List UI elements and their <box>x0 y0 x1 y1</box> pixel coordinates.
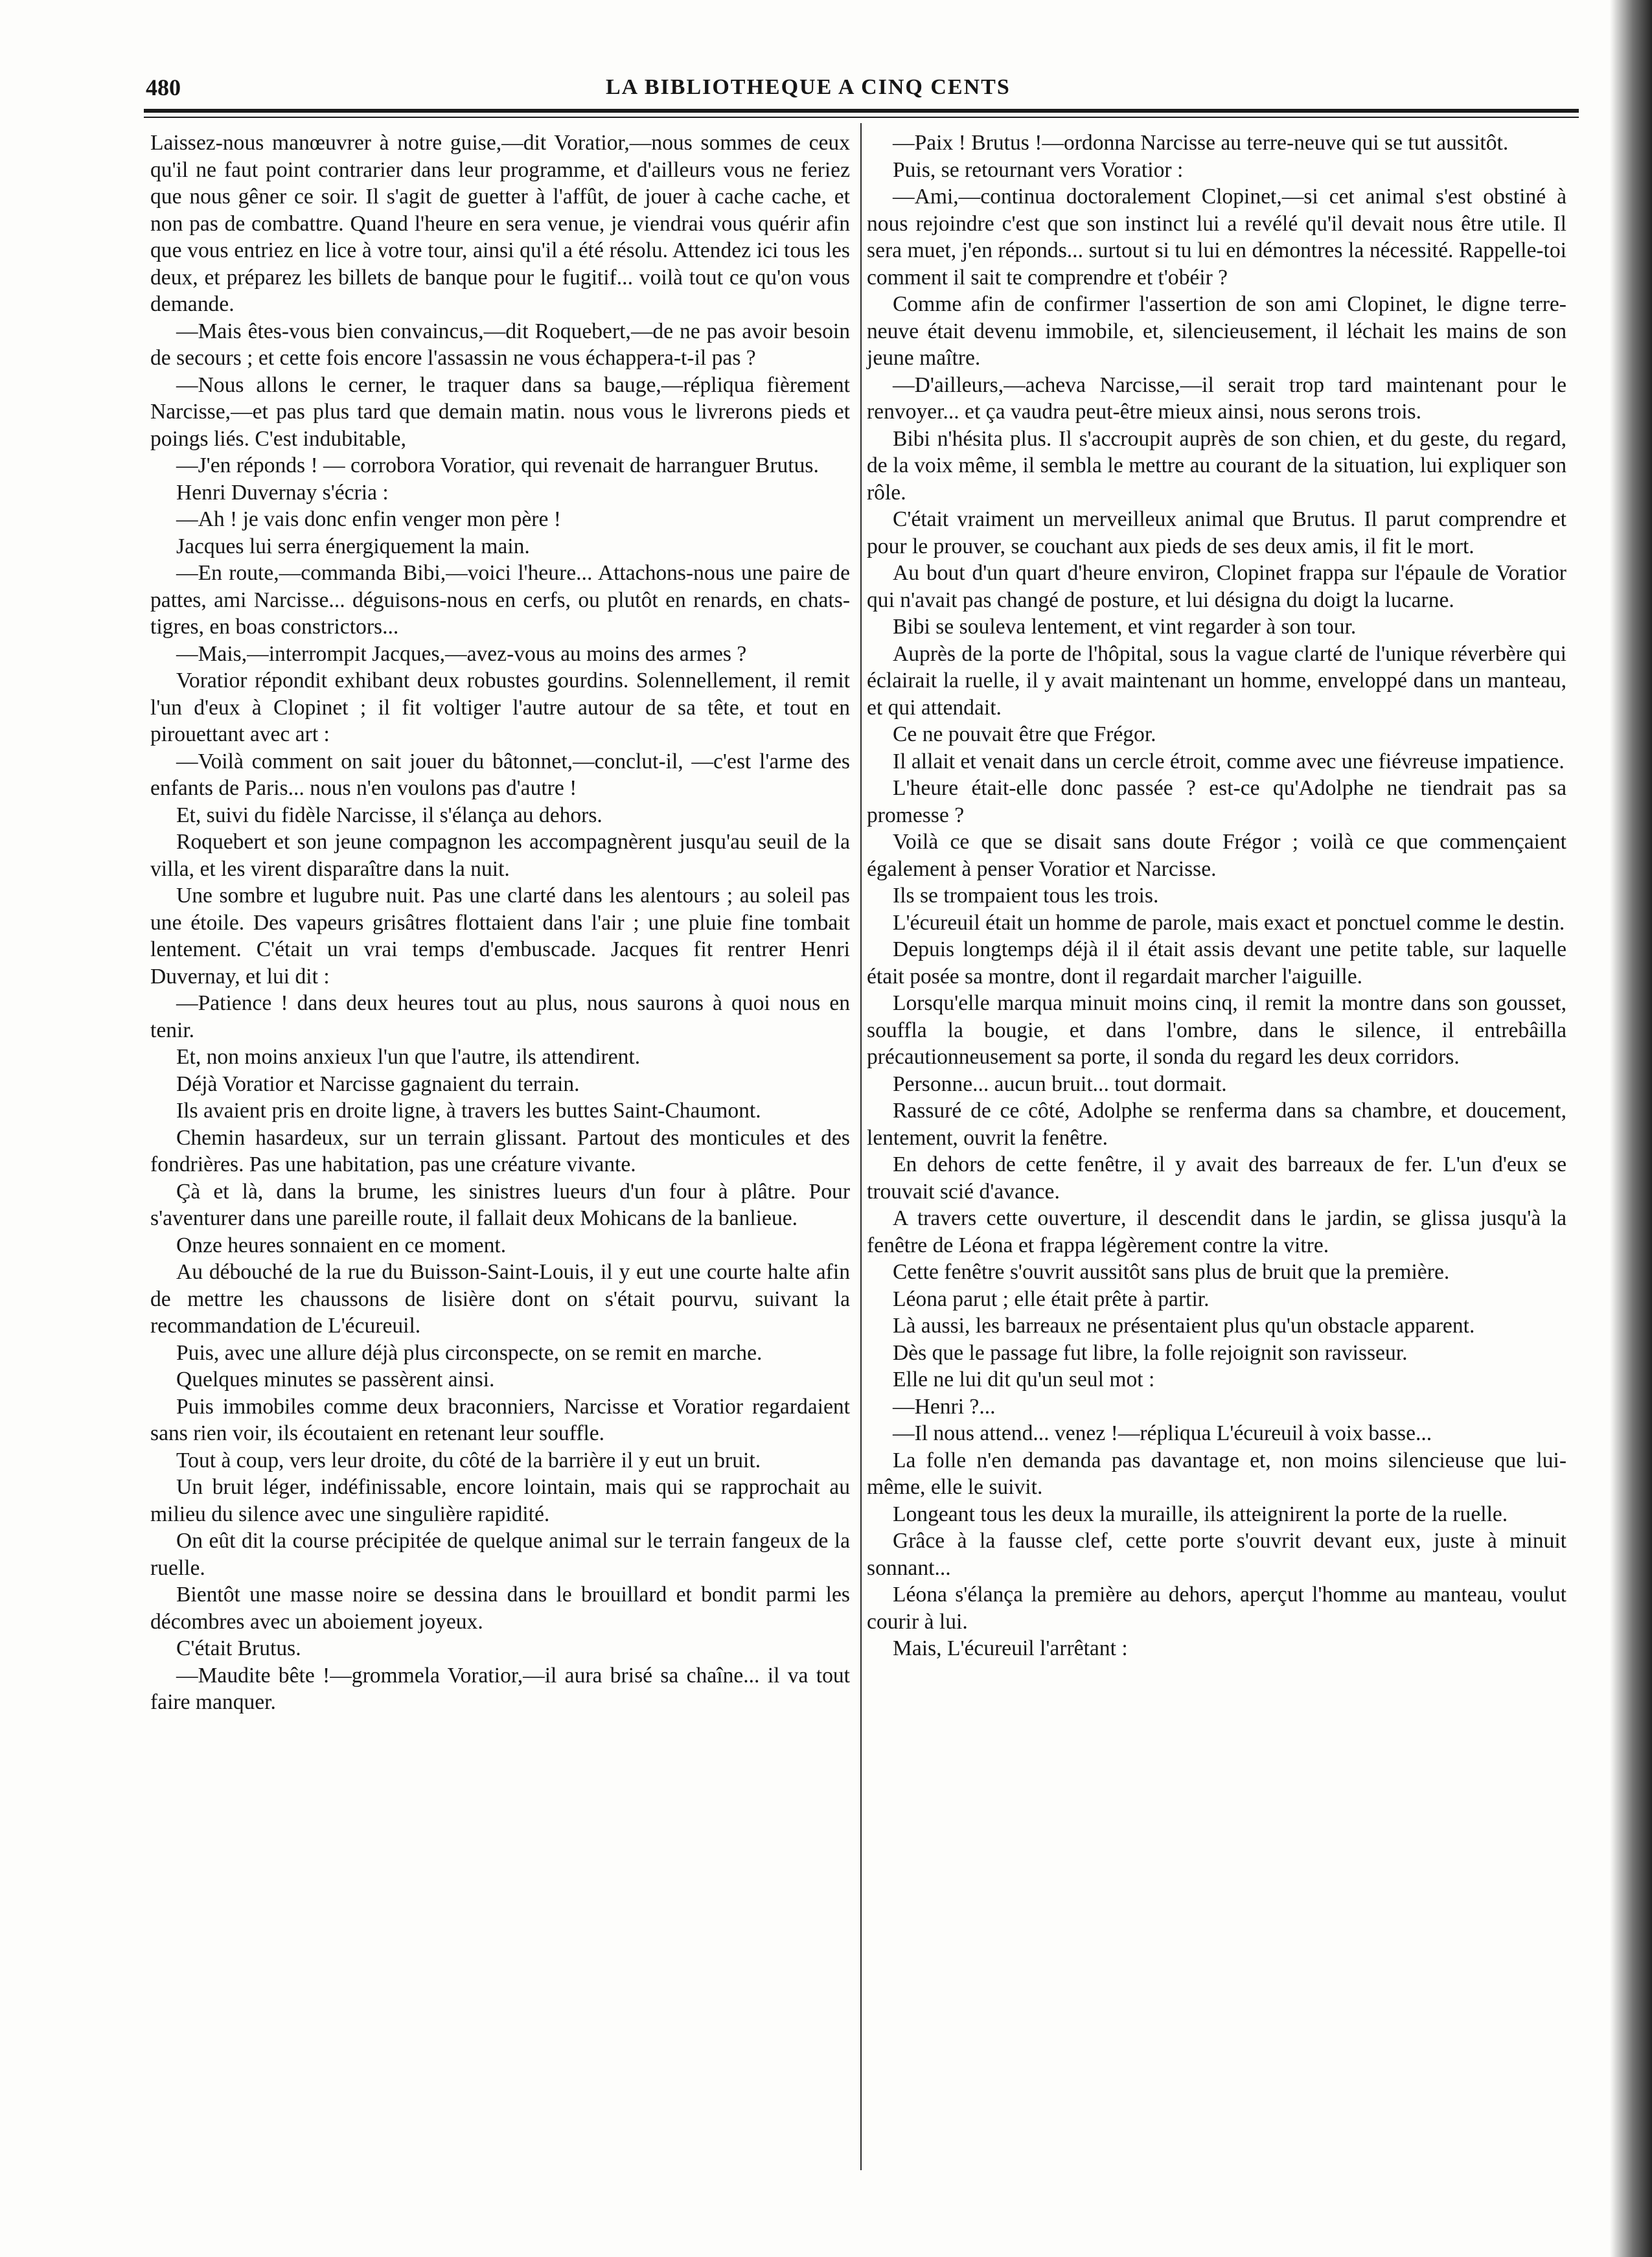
paragraph: —Voilà comment on sait jouer du bâtonnet,—conclut-il, —c'est l'arme des enfants de Paris... nous n'en voulons pas d'autre ! <box>150 749 850 800</box>
paragraph: Bientôt une masse noire se dessina dans le brouillard et bondit parmi les décombres avec un aboiement joyeux. <box>150 1583 850 1634</box>
paragraph: Au débouché de la rue du Buisson-Saint-Louis, il y eut une courte halte afin de mettre les chaussons de lisière dont on s'était pourvu, suivant la recommandation de L'écureuil. <box>150 1260 850 1338</box>
paragraph: Déjà Voratior et Narcisse gagnaient du terrain. <box>176 1071 580 1096</box>
paragraph: —Il nous attend... venez !—répliqua L'écureuil à voix basse... <box>893 1421 1432 1445</box>
paragraph: Grâce à la fausse clef, cette porte s'ouvrit devant eux, juste à minuit sonnant... <box>867 1529 1566 1580</box>
paragraph: Comme afin de confirmer l'assertion de son ami Clopinet, le digne terre-neuve était devenu immobile, et, silencieusement, il léchait les mains de son jeune maître. <box>867 292 1566 370</box>
paragraph: L'écureuil était un homme de parole, mais exact et ponctuel comme le destin. <box>893 910 1565 935</box>
paragraph: —Nous allons le cerner, le traquer dans sa bauge,—répliqua fièrement Narcisse,—et pas plus tard que demain matin. nous vous le livrerons pieds et poings liés. C'est indubitable, <box>150 372 850 451</box>
paragraph: Léona s'élança la première au dehors, aperçut l'homme au manteau, voulut courir à lui. <box>867 1583 1566 1634</box>
paragraph: L'heure était-elle donc passée ? est-ce qu'Adolphe ne tiendrait pas sa promesse ? <box>867 776 1566 827</box>
paragraph: Puis immobiles comme deux braconniers, Narcisse et Voratior regardaient sans rien voir, ils écoutaient en retenant leur souffle. <box>150 1394 850 1445</box>
paragraph: Dès que le passage fut libre, la folle rejoignit son ravisseur. <box>893 1340 1408 1365</box>
paragraph: Longeant tous les deux la muraille, ils atteignirent la porte de la ruelle. <box>893 1502 1508 1526</box>
paragraph: —Mais,—interrompit Jacques,—avez-vous au moins des armes ? <box>176 641 747 666</box>
paragraph: Quelques minutes se passèrent ainsi. <box>176 1368 495 1392</box>
paragraph: Et, suivi du fidèle Narcisse, il s'élança au dehors. <box>176 803 602 827</box>
header-rule-thin <box>144 117 1579 118</box>
paragraph: Tout à coup, vers leur droite, du côté de la barrière il y eut un bruit. <box>176 1448 761 1472</box>
paragraph: Puis, avec une allure déjà plus circonspecte, on se remit en marche. <box>176 1340 763 1365</box>
page-header <box>146 70 1577 105</box>
paragraph: Auprès de la porte de l'hôpital, sous la vague clarté de l'unique réverbère qui éclairait la ruelle, il y avait maintenant un homme, enveloppé dans un manteau, et qui attendait. <box>867 641 1566 720</box>
paragraph: Cette fenêtre s'ouvrit aussitôt sans plus de bruit que la première. <box>893 1260 1450 1284</box>
paragraph: Une sombre et lugubre nuit. Pas une clarté dans les alentours ; au soleil pas une étoile. Des vapeurs grisâtres flottaient dans l'air ; une pluie fine tombait lentement. C'était un vrai temps d'embuscade. Jacques fit rentrer Henri Duvernay, et lui dit : <box>150 884 850 989</box>
paragraph: —Paix ! Brutus !—ordonna Narcisse au terre-neuve qui se tut aussitôt. <box>893 131 1509 155</box>
paragraph: —Ah ! je vais donc enfin venger mon père ! <box>176 507 561 531</box>
paragraph: —J'en réponds ! — corrobora Voratior, qui revenait de harranguer Brutus. <box>176 453 819 477</box>
page-edge-shadow <box>1610 0 1652 2257</box>
paragraph: Voratior répondit exhibant deux robustes gourdins. Solennellement, il remit l'un d'eux à Clopinet ; il fit voltiger l'autre autour de sa tête, et tout en pirouettant avec art : <box>150 669 850 746</box>
paragraph: —Ami,—continua doctoralement Clopinet,—si cet animal s'est obstiné à nous rejoindre c'est que son instinct lui a revélé qu'il devait nous être utile. Il sera muet, j'en réponds... surtout si tu lui en démontres la nécessité. Rappelle-toi comment il sait te comprendre et t'obéir ? <box>867 185 1566 290</box>
paragraph: On eût dit la course précipitée de quelque animal sur le terrain fangeux de la ruelle. <box>150 1529 850 1580</box>
paragraph: Chemin hasardeux, sur un terrain glissant. Partout des monticules et des fondrières. Pas une habitation, pas une créature vivante. <box>150 1125 850 1176</box>
header-rule-thick <box>144 109 1579 113</box>
paragraph: Henri Duvernay s'écria : <box>176 480 389 505</box>
paragraph: Là aussi, les barreaux ne présentaient plus qu'un obstacle apparent. <box>893 1314 1475 1338</box>
paragraph: Depuis longtemps déjà il il était assis devant une petite table, sur laquelle était posée sa montre, dont il regardait marcher l'aiguille. <box>867 937 1566 989</box>
paragraph: Jacques lui serra énergiquement la main. <box>176 534 530 558</box>
paragraph: Ils se trompaient tous les trois. <box>893 884 1159 908</box>
paragraph: Çà et là, dans la brume, les sinistres lueurs d'un four à plâtre. Pour s'aventurer dans une pareille route, il fallait deux Mohicans de la banlieue. <box>150 1179 850 1230</box>
paragraph: C'était Brutus. <box>176 1636 301 1660</box>
paragraph: Personne... aucun bruit... tout dormait. <box>893 1071 1227 1096</box>
paragraph: Lorsqu'elle marqua minuit moins cinq, il remit la montre dans son gousset, souffla la bougie, et dans l'ombre, dans le silence, il entrebâilla précautionneusement sa porte, il sonda du regard les deux corridors. <box>867 991 1566 1069</box>
paragraph: Voilà ce que se disait sans doute Frégor ; voilà ce que commençaient également à penser Voratior et Narcisse. <box>867 830 1566 881</box>
paragraph: Laissez-nous manœuvrer à notre guise,—dit Voratior,—nous sommes de ceux qu'il ne faut point contrarier dans leur programme, et d'ailleurs vous ne feriez que nous gêner ce soir. Il s'agit de guetter à l'affût, de jouer à cache cache, et non pas de combattre. Quand l'heure en sera venue, je viendrai vous quérir afin que vous entriez en lice à votre tour, ainsi qu'il a été résolu. Attendez ici tous les deux, et préparez les billets de banque pour le fugitif... voilà tout ce qu'on vous demande. <box>150 131 850 316</box>
paragraph: Puis, se retournant vers Voratior : <box>893 157 1184 182</box>
paragraph: En dehors de cette fenêtre, il y avait des barreaux de fer. L'un d'eux se trouvait scié d'avance. <box>867 1152 1566 1204</box>
paragraph: Ils avaient pris en droite ligne, à travers les buttes Saint-Chaumont. <box>176 1099 761 1123</box>
paragraph: Ce ne pouvait être que Frégor. <box>893 722 1156 746</box>
paragraph: Bibi se souleva lentement, et vint regarder à son tour. <box>893 615 1357 639</box>
paragraph: Au bout d'un quart d'heure environ, Clopinet frappa sur l'épaule de Voratior qui n'avait pas changé de posture, et lui désigna du doigt la lucarne. <box>867 561 1566 612</box>
paragraph: Rassuré de ce côté, Adolphe se renferma dans sa chambre, et doucement, lentement, ouvrit la fenêtre. <box>867 1099 1566 1150</box>
paragraph: C'était vraiment un merveilleux animal que Brutus. Il parut comprendre et pour le prouver, se couchant aux pieds de ses deux amis, il fit le mort. <box>867 507 1566 558</box>
paragraph: A travers cette ouverture, il descendit dans le jardin, se glissa jusqu'à la fenêtre de Léona et frappa légèrement contre la vitre. <box>867 1206 1566 1257</box>
running-title: LA BIBLIOTHEQUE A CINQ CENTS <box>606 75 1011 99</box>
column-divider <box>860 123 862 2170</box>
paragraph: —Mais êtes-vous bien convaincus,—dit Roquebert,—de ne pas avoir besoin de secours ; et cette fois encore l'assassin ne vous échappera-t-il pas ? <box>150 319 850 370</box>
paragraph: —D'ailleurs,—acheva Narcisse,—il serait trop tard maintenant pour le renvoyer... et ça vaudra peut-être mieux ainsi, nous serons trois. <box>867 372 1566 424</box>
paragraph: Onze heures sonnaient en ce moment. <box>176 1233 507 1257</box>
page-number: 480 <box>146 74 181 100</box>
paragraph: —Henri ?... <box>893 1394 996 1419</box>
right-column <box>867 130 1566 1662</box>
paragraph: —Patience ! dans deux heures tout au plus, nous saurons à quoi nous en tenir. <box>150 991 850 1042</box>
paragraph: Elle ne lui dit qu'un seul mot : <box>893 1368 1155 1392</box>
paragraph: La folle n'en demanda pas davantage et, non moins silencieuse que lui-même, elle le suivit. <box>867 1448 1566 1499</box>
left-column <box>150 130 850 1716</box>
paragraph: Un bruit léger, indéfinissable, encore lointain, mais qui se rapprochait au milieu du silence avec une singulière rapidité. <box>150 1475 850 1526</box>
paragraph: Il allait et venait dans un cercle étroit, comme avec une fiévreuse impatience. <box>893 749 1565 773</box>
paragraph: —Maudite bête !—grommela Voratior,—il aura brisé sa chaîne... il va tout faire manquer. <box>150 1663 850 1714</box>
paragraph: Mais, L'écureuil l'arrêtant : <box>893 1636 1128 1660</box>
paragraph: Bibi n'hésita plus. Il s'accroupit auprès de son chien, et du geste, du regard, de la voix même, il sembla le mettre au courant de la situation, lui expliquer son rôle. <box>867 426 1566 505</box>
paragraph: Roquebert et son jeune compagnon les accompagnèrent jusqu'au seuil de la villa, et les virent disparaître dans la nuit. <box>150 830 850 881</box>
paragraph: Et, non moins anxieux l'un que l'autre, ils attendirent. <box>176 1045 641 1069</box>
paragraph: Léona parut ; elle était prête à partir. <box>893 1287 1210 1311</box>
paragraph: —En route,—commanda Bibi,—voici l'heure... Attachons-nous une paire de pattes, ami Narcisse... déguisons-nous en cerfs, ou plutôt en renards, en chats-tigres, en boas constrictors... <box>150 561 850 639</box>
